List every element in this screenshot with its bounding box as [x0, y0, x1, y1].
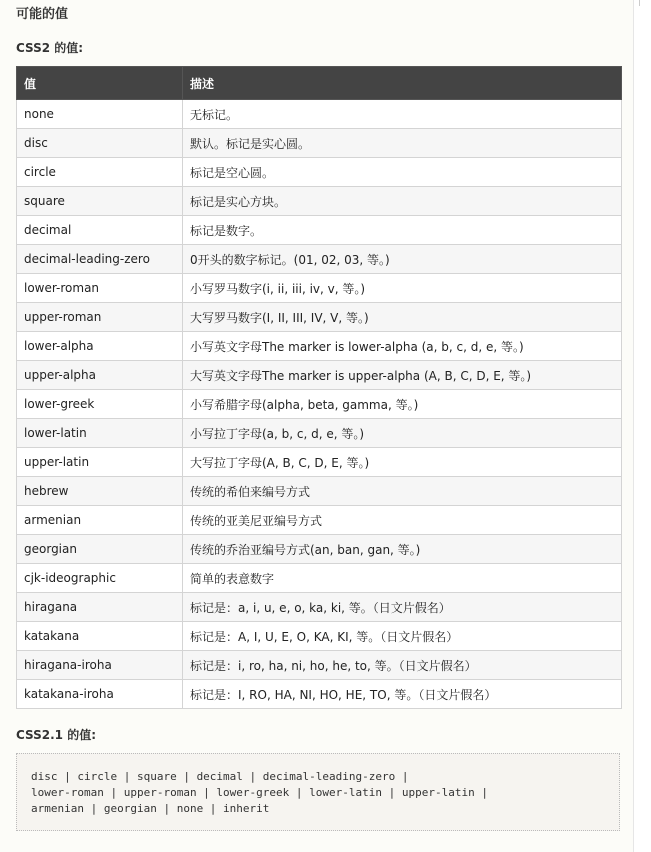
value-cell: cjk-ideographic	[17, 564, 183, 593]
value-cell: upper-latin	[17, 448, 183, 477]
value-cell: lower-greek	[17, 390, 183, 419]
description-cell: 小写拉丁字母(a, b, c, d, e, 等。)	[183, 419, 622, 448]
description-cell: 默认。标记是实心圆。	[183, 129, 622, 158]
value-cell: hebrew	[17, 477, 183, 506]
description-cell: 大写罗马数字(I, II, III, IV, V, 等。)	[183, 303, 622, 332]
css21-values-heading: CSS2.1 的值:	[16, 728, 97, 742]
value-cell: lower-alpha	[17, 332, 183, 361]
value-cell: decimal	[17, 216, 183, 245]
description-cell: 标记是：a, i, u, e, o, ka, ki, 等。（日文片假名）	[183, 593, 622, 622]
table-row	[17, 274, 622, 303]
table-row	[17, 680, 622, 709]
description-cell: 标记是空心圆。	[183, 158, 622, 187]
value-cell: lower-latin	[17, 419, 183, 448]
table-row	[17, 448, 622, 477]
table-row	[17, 593, 622, 622]
scrollbar[interactable]	[633, 0, 651, 852]
value-cell: upper-roman	[17, 303, 183, 332]
code-block	[16, 753, 620, 831]
description-cell: 标记是数字。	[183, 216, 622, 245]
table-row	[17, 477, 622, 506]
table-row	[17, 506, 622, 535]
table-row	[17, 390, 622, 419]
table-row	[17, 419, 622, 448]
description-cell: 标记是：i, ro, ha, ni, ho, he, to, 等。（日文片假名）	[183, 651, 622, 680]
description-cell: 标记是：A, I, U, E, O, KA, KI, 等。（日文片假名）	[183, 622, 622, 651]
css2-values-heading: CSS2 的值:	[16, 41, 84, 55]
description-cell: 标记是：I, RO, HA, NI, HO, HE, TO, 等。（日文片假名）	[183, 680, 622, 709]
description-cell: 大写拉丁字母(A, B, C, D, E, 等。)	[183, 448, 622, 477]
value-cell: lower-roman	[17, 274, 183, 303]
section-heading: 可能的值	[16, 7, 69, 22]
table-row	[17, 303, 622, 332]
values-table	[16, 66, 622, 709]
value-cell: hiragana-iroha	[17, 651, 183, 680]
code-line: disc | circle | square | decimal | decimal-leading-zero |	[31, 770, 409, 783]
table-body	[17, 100, 622, 709]
value-cell: georgian	[17, 535, 183, 564]
header-value: 值	[17, 67, 183, 100]
table-row	[17, 158, 622, 187]
description-cell: 0开头的数字标记。(01, 02, 03, 等。)	[183, 245, 622, 274]
table-row	[17, 332, 622, 361]
description-cell: 传统的亚美尼亚编号方式	[183, 506, 622, 535]
description-cell: 小写罗马数字(i, ii, iii, iv, v, 等。)	[183, 274, 622, 303]
value-cell: decimal-leading-zero	[17, 245, 183, 274]
description-cell: 简单的表意数字	[183, 564, 622, 593]
description-cell: 小写希腊字母(alpha, beta, gamma, 等。)	[183, 390, 622, 419]
code-line: armenian | georgian | none | inherit	[31, 802, 270, 815]
description-cell: 大写英文字母The marker is upper-alpha (A, B, C, D, E, 等。)	[183, 361, 622, 390]
description-cell: 小写英文字母The marker is lower-alpha (a, b, c, d, e, 等。)	[183, 332, 622, 361]
table-row	[17, 100, 622, 129]
value-cell: hiragana	[17, 593, 183, 622]
table-row	[17, 187, 622, 216]
value-cell: armenian	[17, 506, 183, 535]
table-header-row	[17, 67, 622, 100]
value-cell: katakana	[17, 622, 183, 651]
table-row	[17, 535, 622, 564]
value-cell: katakana-iroha	[17, 680, 183, 709]
description-cell: 传统的希伯来编号方式	[183, 477, 622, 506]
value-cell: disc	[17, 129, 183, 158]
table-row	[17, 216, 622, 245]
scrollbar-edge	[639, 0, 646, 6]
table-row	[17, 564, 622, 593]
table-row	[17, 245, 622, 274]
code-line: lower-roman | upper-roman | lower-greek | lower-latin | upper-latin |	[31, 786, 488, 799]
value-cell: square	[17, 187, 183, 216]
header-description: 描述	[183, 67, 622, 100]
description-cell: 传统的乔治亚编号方式(an, ban, gan, 等。)	[183, 535, 622, 564]
table-row	[17, 129, 622, 158]
value-cell: upper-alpha	[17, 361, 183, 390]
value-cell: circle	[17, 158, 183, 187]
table-row	[17, 622, 622, 651]
description-cell: 标记是实心方块。	[183, 187, 622, 216]
table-row	[17, 651, 622, 680]
description-cell: 无标记。	[183, 100, 622, 129]
table-row	[17, 361, 622, 390]
value-cell: none	[17, 100, 183, 129]
